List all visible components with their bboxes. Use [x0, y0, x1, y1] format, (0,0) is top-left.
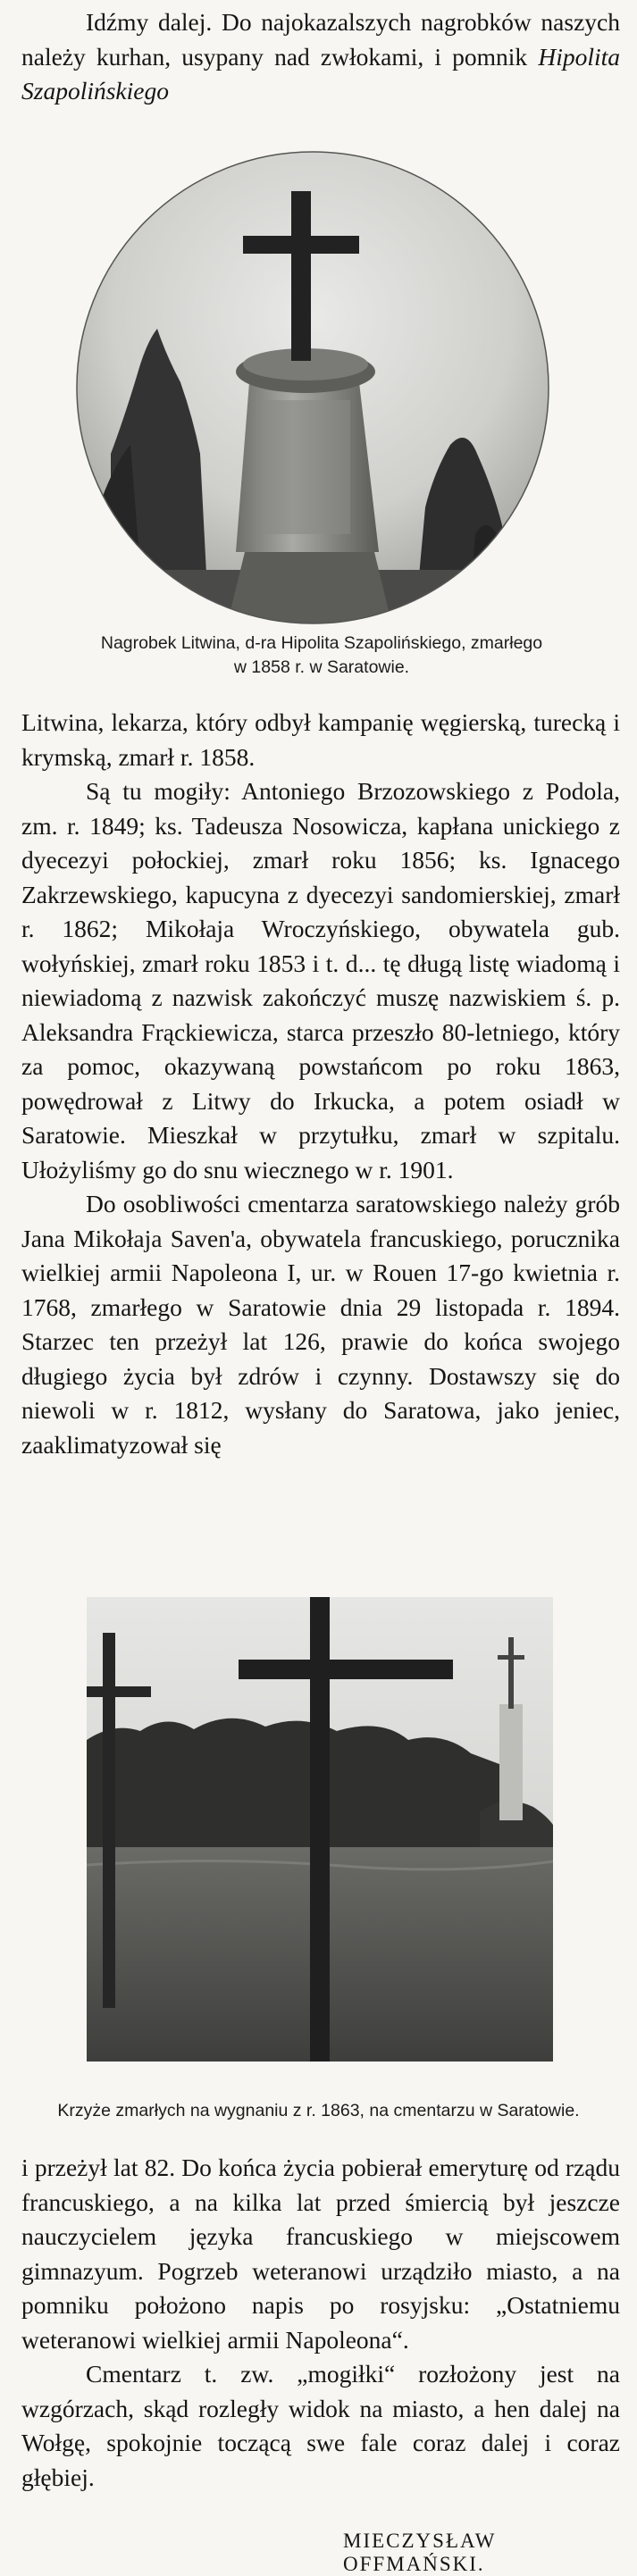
author-signature: MIECZYSŁAW OFFMAŃSKI. — [343, 2530, 497, 2575]
body1-paragraph-2: Są tu mogiły: Antoniego Brzozowskiego z Podola, zm. r. 1849; ks. Tadeusza Nosowicza, kapłana unickiego z dyecezyi połockiej, zmarł roku 1856; ks. Ignacego Zakrzewskiego, kapucyna z dyecezyi sandomierskiej, zmarł r. 1862; Mikołaja Wroczyńskiego, obywatela gub. wołyńskiej, zmarł roku 1853 i t. d... tę długą listę wiadomą i niewiadomą z nazwisk zakończyć muszę nazwiskiem ś. p. Aleksandra Frąckiewicza, starca przeszło 80-letniego, który za pomoc, okazywaną powstańcom po roku 1863, powędrował z Litwy do Irkucka, a potem osiadł w Saratowie. Mieszkał w przytułku, zmarł w szpitalu. Ułożyliśmy go do snu wiecznego w r. 1901. — [21, 777, 620, 1183]
body-section-1 — [21, 706, 620, 1462]
body2-paragraph-1: i przeżył lat 82. Do końca życia pobierał emeryturę od rządu francuskiego, a na kilka lat przed śmiercią był jeszcze nauczycielem języka francuskiego w miejscowem gimnazyum. Pogrzeb weteranowi urządziło miasto, a na pomniku położono napis po rosyjsku: „Ostatniemu weteranowi wielkiej armii Napoleona“. — [21, 2154, 620, 2354]
figure2-caption: Krzyże zmarłych na wygnaniu z r. 1863, na cmentarzu w Saratowie. — [57, 2101, 580, 2120]
body2-paragraph-2: Cmentarz t. zw. „mogiłki“ rozłożony jest na wzgórzach, skąd rozległy widok na miasto, a hen dalej na Wołgę, spokojnie toczącą swe fale coraz dalej i coraz głębiej. — [21, 2360, 620, 2491]
figure1-caption — [27, 631, 616, 680]
body1-paragraph-1: Litwina, lekarza, który odbył kampanię węgierską, turecką i krymską, zmarł r. 1858. — [21, 708, 620, 771]
crosses-photo-icon — [87, 1597, 553, 2062]
figure1-caption-line2: w 1858 r. w Saratowie. — [233, 657, 410, 677]
body1-paragraph-3: Do osobliwości cmentarza saratowskiego należy grób Jana Mikołaja Saven'a, obywatela francuskiego, porucznika wielkiej armii Napoleona I, ur. w Rouen 17-go kwietnia r. 1768, zmarłego w Saratowie dnia 29 listopada r. 1894. Starzec ten przeżył lat 126, prawie do końca swojego długiego życia był zdrów i czynny. Dostawszy się do niewoli w r. 1812, wysłany do Saratowa, jako jeniec, zaaklimatyzował się — [21, 1190, 620, 1459]
intro-name: Hipolita Szapolińskiego — [21, 42, 620, 105]
intro-paragraph — [21, 5, 620, 109]
figure1-caption-line1: Nagrobek Litwina, d-ra Hipolita Szapolińskiego, zmarłego — [100, 633, 543, 653]
cross-monument-photo-icon — [75, 150, 550, 625]
intro-text: Idźmy dalej. Do najokazalszych nagrobków naszych należy kurhan, usypany nad zwłokami, i pomnik — [21, 8, 620, 71]
body-section-2 — [21, 2151, 620, 2495]
